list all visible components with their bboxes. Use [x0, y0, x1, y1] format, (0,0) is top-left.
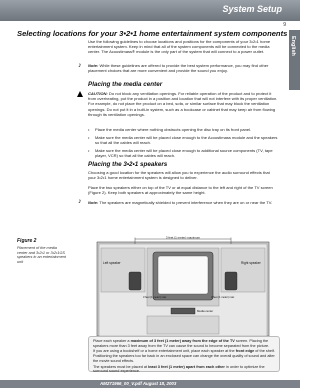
note-icon: ♪: [78, 62, 82, 69]
page-heading: Selecting locations for your 3•2•1 home entertainment system components: [17, 29, 288, 38]
right-speaker-icon: [225, 272, 237, 290]
page-footer: [0, 380, 300, 388]
dimension-left-label: 3 feet (1 meter) max: [143, 296, 167, 299]
media-center-icon: [171, 308, 195, 314]
note-2: [88, 200, 278, 205]
intro-paragraph: Use the following guidelines to choose locations and positions for the components of your 3•2•1 home entertainment system. Keep in mind that all of the system components will be connected to the media center. The Acoustimass® module is the only part of the system that will connect to a power outlet.: [88, 39, 271, 55]
note-1-text: While these guidelines are offered to provide the best system performance, you may find other placement choices that are more convenient and provide the sound you enjoy.: [88, 63, 269, 74]
speakers-paragraph-1: Choosing a good location for the speakers will allow you to experience the audio surround effects that your 3•2•1 home entertainment system is designed to deliver.: [88, 170, 270, 181]
placement-illustration: [91, 236, 275, 336]
caution-text: Do not block any ventilation openings. For reliable operation of the product and to protect it from overheating, put the product in a position and location that will not interfere with its proper ventilation. For example, do not place the product on a bed, sofa, or similar surface that may block the ventilation openings. Do not put it in a built-in system, such as a bookcase or cabinet that may keep air from flowing through its ventilation openings.: [88, 91, 278, 117]
dimension-right-label: 3 feet (1 meter) max: [211, 296, 235, 299]
list-item: • Make sure the media center will be placed close enough to the Acoustimass module and the speakers so that all the cables will reach.: [88, 135, 278, 145]
language-tab-label: English: [290, 36, 296, 56]
placement-guidelines-box: [88, 336, 280, 372]
section-title: System Setup: [222, 4, 282, 14]
note-1: [88, 63, 278, 73]
figure-title: Figure 2: [17, 238, 37, 244]
callout-paragraph-3: The speakers must be placed at least 3 feet (1 meter) apart from each other in order to optimize the surround sound experience.: [93, 364, 265, 374]
note-1-label: Note:: [88, 63, 99, 68]
dimension-label: 3 feet (1 meter) maximum: [165, 236, 201, 240]
page-number: 9: [283, 22, 286, 28]
list-item: • Make sure the media center will be placed close enough to additional source components (TV, tape player, VCR) so that all the cables will reach.: [88, 148, 278, 158]
note-icon: ♪: [78, 198, 82, 205]
left-speaker-icon: [129, 272, 141, 290]
figure-caption: Placement of the media center and 3•2•1 or 3•2•1GS speakers in an entertainment unit: [17, 246, 66, 264]
media-center-label: Media center: [197, 309, 214, 313]
footer-text: AM271966_00_V.pdf August 18, 2003: [100, 381, 177, 386]
speakers-paragraph-2: Place the two speakers either on top of the TV or at equal distance to the left and right of the TV screen (Figure 2). Keep both speakers at approximately the same height.: [88, 185, 273, 196]
list-item: • Place the media center where nothing obstructs opening the disc tray on its front panel.: [88, 127, 278, 132]
section-heading-media-center: Placing the media center: [88, 81, 163, 88]
callout-paragraph-1: Place each speaker a maximum of 3 feet (1 meter) away from the edge of the TV screen. Placing the speakers more than 3 feet away from the TV can cause the sound to become separated from the picture.: [93, 339, 270, 348]
callout-paragraph-2: If you are using a bookshelf or a home entertainment unit, place each speaker at the front edge of the shelf. Positioning the speakers too far back in an enclosed space can change the overall quality of sound and alter the movie sound effects.: [93, 349, 275, 363]
section-header-bar: [0, 0, 300, 21]
language-tab: [289, 30, 300, 90]
left-speaker-label: Left speaker: [103, 261, 121, 265]
note-2-label: Note:: [88, 200, 99, 205]
caution-paragraph: [88, 91, 278, 117]
note-2-text: The speakers are magnetically shielded to prevent interference when they are on or near the TV.: [99, 200, 273, 205]
caution-label: CAUTION:: [88, 91, 108, 96]
right-speaker-label: Right speaker: [241, 261, 261, 265]
section-heading-speakers: Placing the 3•2•1 speakers: [88, 161, 168, 168]
caution-icon: [77, 91, 83, 97]
